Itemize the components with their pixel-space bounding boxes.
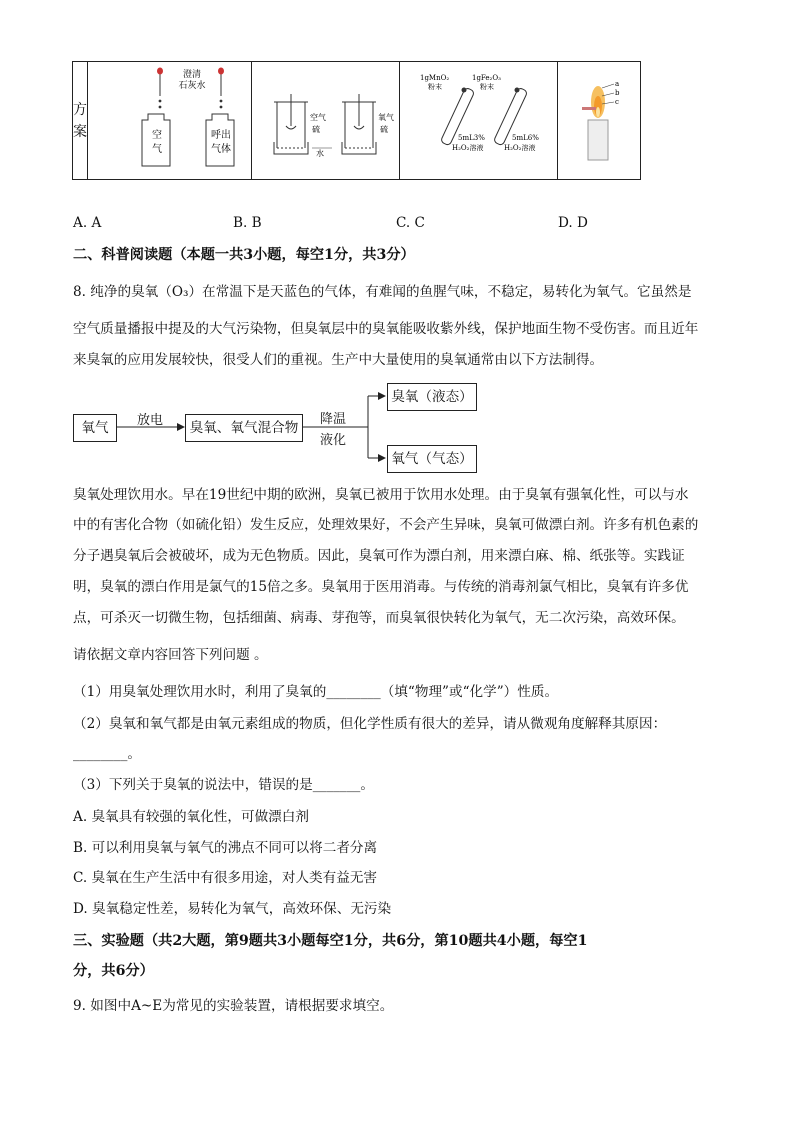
section2-title: 二、科普阅读题（本题一共3小题，每空1分，共3分） <box>73 247 415 263</box>
option-a[interactable]: A. A <box>73 215 102 231</box>
svg-text:粉末: 粉末 <box>480 83 494 91</box>
scheme-table <box>72 61 641 180</box>
svg-text:呼出: 呼出 <box>211 130 231 141</box>
scheme-label: 方 案 <box>73 62 88 180</box>
section3-title-line1: 三、实验题（共2大题，第9题共3小题每空1分，共6分，第10题共4小题，每空1 <box>73 933 588 949</box>
svg-text:5mL3%: 5mL3% <box>458 134 485 142</box>
scheme-cell-1 <box>88 62 252 180</box>
sub-question-2-blank: ________。 <box>73 746 141 762</box>
svg-text:H₂O₂溶液: H₂O₂溶液 <box>452 144 484 152</box>
svg-text:1gMnO₂: 1gMnO₂ <box>420 74 450 82</box>
sub-question-2: （2）臭氧和氧气都是由氧元素组成的物质，但化学性质有很大的差异，请从微观角度解释其原因： <box>73 716 667 732</box>
choice-d[interactable]: D. 臭氧稳定性差，易转化为氧气，高效环保、无污染 <box>73 901 392 917</box>
scheme-cell-2 <box>252 62 400 180</box>
svg-text:气: 气 <box>152 144 162 155</box>
choice-b[interactable]: B. 可以利用臭氧与氧气的沸点不同可以将二者分离 <box>73 840 378 856</box>
flow-label-liquefy: 液化 <box>320 433 347 448</box>
candle-label-a: a <box>615 80 620 88</box>
q9-text: 9. 如图中A~E为常见的实验装置，请根据要求填空。 <box>73 998 394 1014</box>
svg-text:粉末: 粉末 <box>428 83 442 91</box>
sub-question-3: （3）下列关于臭氧的说法中，错误的是_______。 <box>73 777 374 793</box>
choice-c[interactable]: C. 臭氧在生产生活中有很多用途，对人类有益无害 <box>73 870 378 886</box>
flow-label-cool: 降温 <box>320 412 347 427</box>
candle-label-c: c <box>615 98 619 106</box>
flow-box-ozone-liquid: 臭氧（液态） <box>387 383 477 411</box>
svg-text:空气: 空气 <box>310 113 326 122</box>
q8-line1: 8. 纯净的臭氧（O₃）在常温下是天蓝色的气体，有难闻的鱼腥气味，不稳定，易转化为氧气。它虽然是 <box>73 284 692 300</box>
svg-text:H₂O₂溶液: H₂O₂溶液 <box>504 144 536 152</box>
peroxide-tubes <box>400 62 557 175</box>
candle-flame <box>558 62 640 175</box>
svg-text:石灰水: 石灰水 <box>178 81 206 91</box>
para2-line4: 明，臭氧的漂白作用是氯气的15倍之多。臭氧用于医用消毒。与传统的消毒剂氯气相比，臭氧有许多优 <box>73 579 689 595</box>
sulfur-combustion-apparatus <box>252 62 399 175</box>
svg-text:气体: 气体 <box>211 144 231 155</box>
option-b[interactable]: B. B <box>233 215 262 231</box>
svg-text:5mL6%: 5mL6% <box>512 134 539 142</box>
scheme-cell-3 <box>400 62 558 180</box>
svg-text:氧气: 氧气 <box>378 113 394 122</box>
para2-line2: 中的有害化合物（如硫化铅）发生反应，处理效果好，不会产生异味，臭氧可做漂白剂。许多有机色素的 <box>73 517 699 533</box>
para2-line1: 臭氧处理饮用水。早在19世纪中期的欧洲，臭氧已被用于饮用水处理。由于臭氧有强氧化性，可以与水 <box>73 487 689 503</box>
q8-line3: 来臭氧的应用发展较快，很受人们的重视。生产中大量使用的臭氧通常由以下方法制得。 <box>73 352 604 368</box>
scheme-cell-4 <box>558 62 641 180</box>
candle-label-b: b <box>615 89 620 97</box>
svg-text:空: 空 <box>152 130 162 141</box>
flow-box-oxygen: 氧气 <box>73 414 117 442</box>
svg-text:硫: 硫 <box>312 125 320 134</box>
prompt-text: 请依据文章内容回答下列问题 。 <box>73 647 268 663</box>
sub-question-1: （1）用臭氧处理饮用水时，利用了臭氧的________（填“物理”或“化学”）性质。 <box>73 684 559 700</box>
svg-text:硫: 硫 <box>380 125 388 134</box>
svg-text:澄清: 澄清 <box>182 70 202 80</box>
svg-text:1gFe₂O₃: 1gFe₂O₃ <box>472 74 501 82</box>
limewater-apparatus <box>88 62 251 175</box>
flow-box-oxygen-gas: 氧气（气态） <box>387 445 477 473</box>
option-c[interactable]: C. C <box>396 215 425 231</box>
flow-box-mixture: 臭氧、氧气混合物 <box>185 414 303 442</box>
choice-a[interactable]: A. 臭氧具有较强的氧化性，可做漂白剂 <box>73 809 309 825</box>
svg-text:水: 水 <box>316 149 324 158</box>
para2-line3: 分子遇臭氧后会被破坏，成为无色物质。因此，臭氧可作为漂白剂，用来漂白麻、棉、纸张等。实践证 <box>73 548 685 564</box>
para2-line5: 点，可杀灭一切微生物，包括细菌、病毒、芽孢等，而臭氧很快转化为氧气，无二次污染，高效环保。 <box>73 610 685 626</box>
section3-title-line2: 分，共6分） <box>73 963 154 979</box>
flow-label-discharge: 放电 <box>137 413 164 428</box>
option-d[interactable]: D. D <box>558 215 588 231</box>
q8-line2: 空气质量播报中提及的大气污染物，但臭氧层中的臭氧能吸收紫外线，保护地面生物不受伤害。而且近年 <box>73 321 699 337</box>
